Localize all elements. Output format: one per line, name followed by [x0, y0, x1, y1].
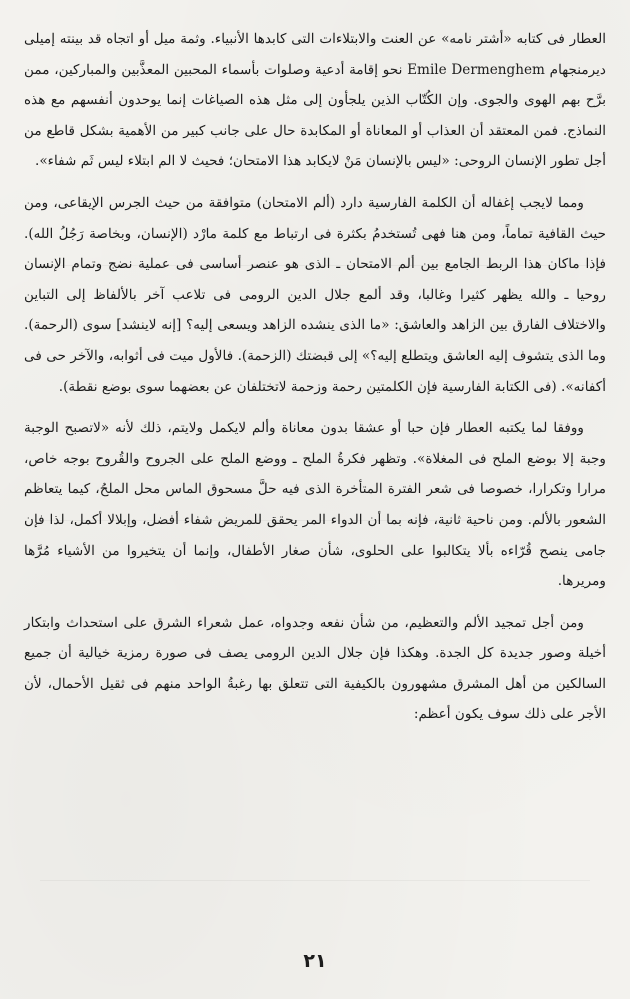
body-text — [24, 24, 606, 730]
paragraph-2: ومما لايجب إغفاله أن الكلمة الفارسية دارد (ألم الامتحان) متوافقة من حيث الجرس الإيقاعى، ومن حيث القافية تماماً، ومن هنا فهى تُستخدمُ بكثرة فى ارتباط مع كلمة مارْد (الإنسان، وبخاصة رَجُلُ الله). فإذا ماكان هذا الربط الجامع بين ألم الامتحان ـ الذى هو عنصر أساسى فى عملية نضج وتمام الإنسان روحيا ـ والله يظهر كثيرا وغالبا، وقد ألمع جلال الدين الرومى فى تلاعب آخر بالألفاظ إلى التباين والاختلاف الفارق بين الزاهد والعاشق: «ما الذى ينشده الزاهد ويسعى إليه؟ [إنه لاينشد] سوى (الرحمة). وما الذى يتشوف إليه العاشق ويتطلع إليه؟» إلى قبضتك (الزحمة). فالأول ميت فى أثوابه، والآخر حى فى أكفانه». (فى الكتابة الفارسية فإن الكلمتين رحمة وزحمة لاتختلفان عن بعضهما سوى بوضع نقطة). — [24, 194, 606, 395]
bleed-through-line — [40, 880, 590, 881]
paragraph-1: العطار فى كتابه «أشتر نامه» عن العنت والابتلاءات التى كابدها الأنبياء. وثمة ميل أو اتجاه قد بينته إميلى ديرمنجهام Emile Dermenghem نحو إقامة أدعية وصلوات بأسماء المحبين المعذَّبين والمباركين، ممن برَّح بهم الهوى والجوى. وإن الكُتّاب الذين يلجأون إلى مثل هذه الصياغات إنما يوحدون أنفسهم مع هذه النماذج. فمن المعتقد أن العذاب أو المعاناة أو المكابدة حال على جانب كبير من الأهمية بشكل قاطع من أجل تطور الإنسان الروحى: «ليس بالإنسان مَنْ لايكابد هذا الامتحان؛ فحيث لا الم ابتلاء ليس ثَم شفاء». — [24, 31, 606, 170]
paragraph-3: ووفقا لما يكتبه العطار فإن حبا أو عشقا بدون معاناة وألم لايكمل ولايتم، ذلك لأنه «لاتصبح الوجبة وجبة إلا بوضع الملح فى المغلاة». وتظهر فكرةُ الملح ـ ووضع الملح على الجروح والقُروح بوجه خاص، مرارا وتكرارا، خصوصا فى شعر الفترة المتأخرة الذى فيه حلَّ مسحوق الماس محل الملحُ، كيما يتعاظم الشعور بالألم. ومن ناحية ثانية، فإنه بما أن الدواء المر يحقق للمريض شفاء أفضل، وإبلالا أكمل، لذا فإن جامى ينصح قُرّاءه بألا يتكالبوا على الحلوى، شأن صغار الأطفال، وإنما أن يتخيروا من الأشياء مُرَّها ومريرها. — [24, 420, 606, 590]
page-number: ٢١ — [303, 950, 327, 972]
paragraph-4: ومن أجل تمجيد الألم والتعظيم، من شأن نفعه وجدواه، عمل شعراء الشرق على استحداث وابتكار أخيلة وصور جديدة كل الجدة. وهكذا فإن جلال الدين الرومى يصف فى صورة رمزية خيالية أن جميع السالكين من أهل المشرق مشهورون بالكيفية التى تتعلق بها رغبةُ الواحد منهم فى ثقيل الأحمال، لأن الأجر على ذلك سوف يكون أعظم: — [24, 614, 606, 723]
